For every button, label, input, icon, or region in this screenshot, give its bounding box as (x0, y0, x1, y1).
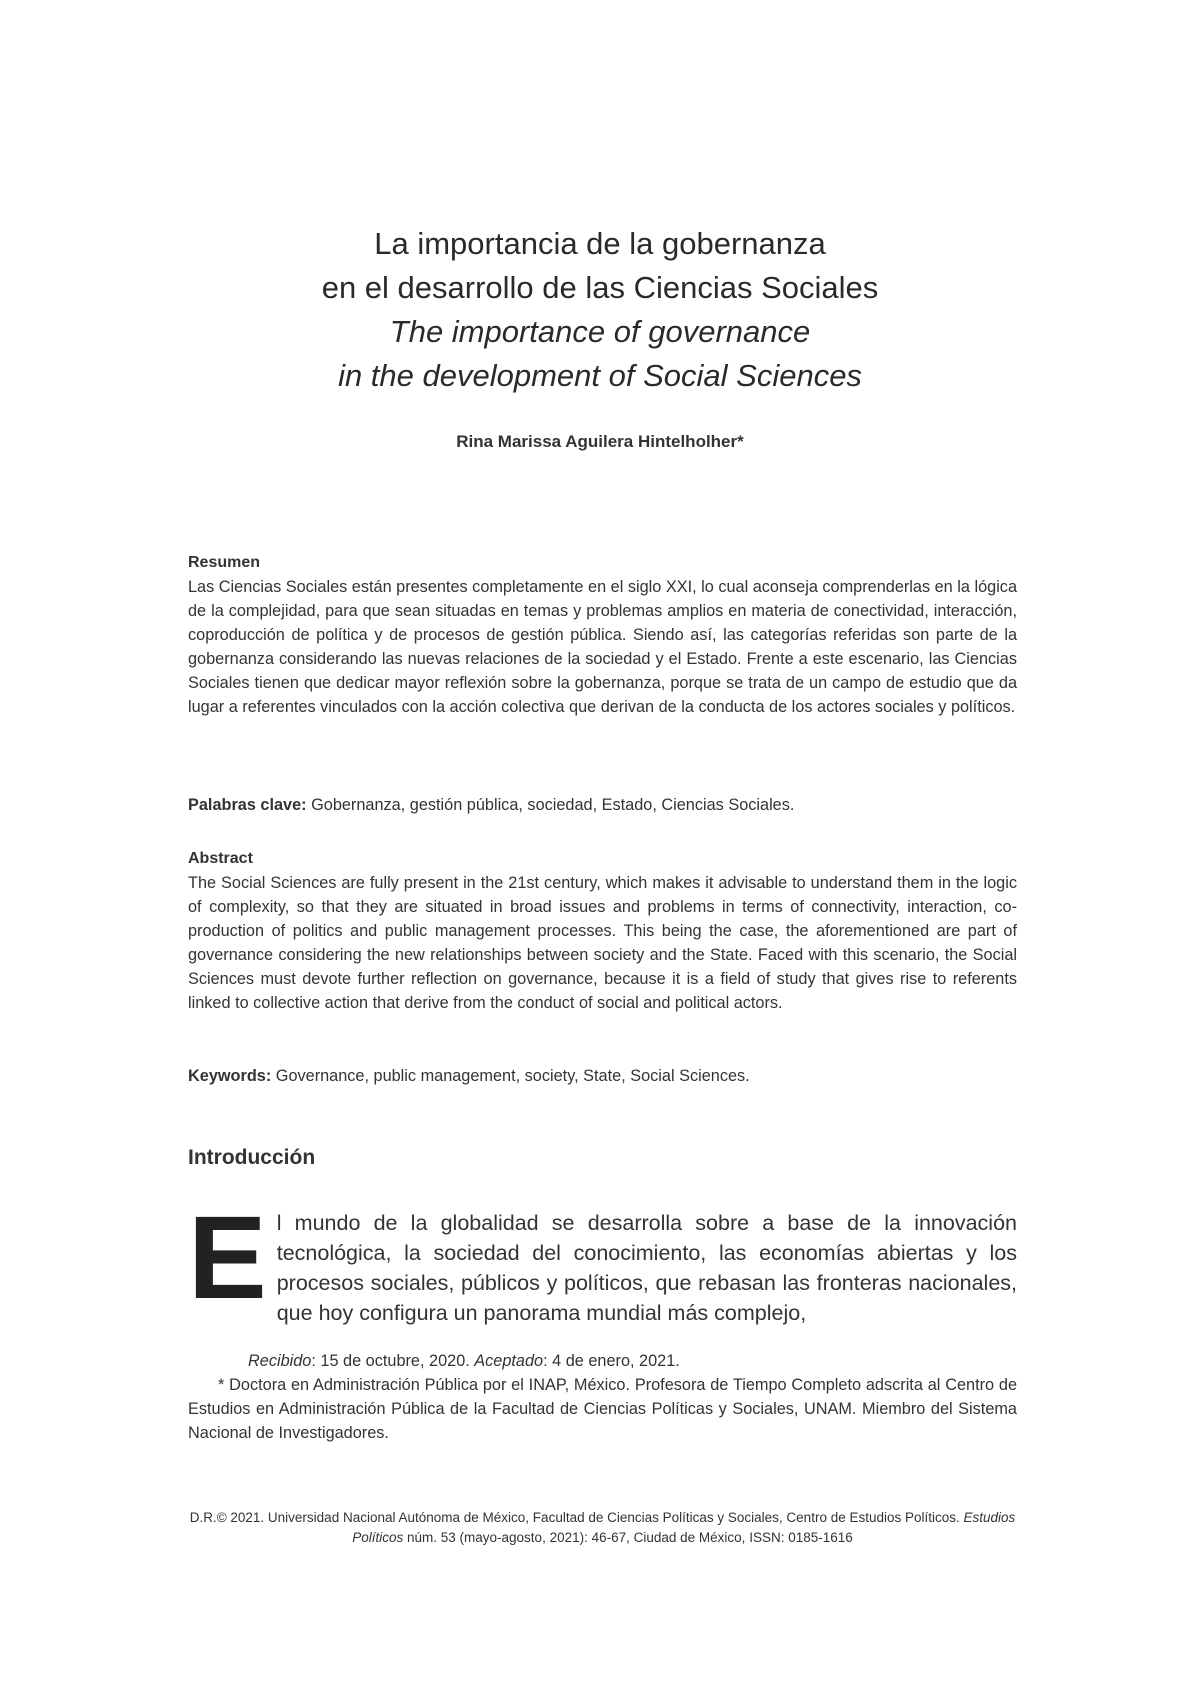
title-english-line-2: in the development of Social Sciences (338, 358, 862, 393)
resumen-section (188, 551, 1017, 719)
recibido-label: Recibido (248, 1352, 312, 1370)
introduccion-body (188, 1192, 1017, 1328)
copyright-part-2: núm. 53 (mayo-agosto, 2021): 46-67, Ciudad de México, ISSN: 0185-1616 (403, 1530, 853, 1545)
palabras-clave-label: Palabras clave: (188, 796, 307, 814)
resumen-text: Las Ciencias Sociales están presentes completamente en el siglo XXI, lo cual aconseja comprenderlas en la lógica de la complejidad, para que sean situadas en temas y problemas amplios en materia de conectividad, interacción, coproducción de política y de procesos de gestión pública. Siendo así, las categorías referidas son parte de la gobernanza considerando las nuevas relaciones de la sociedad y el Estado. Frente a este escenario, las Ciencias Sociales tienen que dedicar mayor reflexión sobre la gobernanza, porque se trata de un campo de estudio que da lugar a referentes vinculados con la acción colectiva que derivan de la conducta de los actores sociales y políticos. (188, 578, 1018, 716)
introduccion-heading: Introducción (188, 1146, 316, 1169)
introduccion-text: l mundo de la globalidad se desarrolla sobre a base de la innovación tecnológica, la sociedad del conocimiento, las economías abiertas y los procesos sociales, públicos y políticos, que rebasan las fronteras nacionales, que hoy configura un panorama mundial más complejo, (276, 1211, 1017, 1325)
abstract-section (188, 847, 1017, 1015)
footnote-dates (188, 1349, 1017, 1373)
copyright-notice (188, 1508, 1017, 1548)
keywords-text: Governance, public management, society, State, Social Sciences. (271, 1067, 750, 1085)
title-spanish-line-2: en el desarrollo de las Ciencias Sociales (321, 270, 879, 305)
keywords-section (188, 1064, 1017, 1088)
palabras-clave-text: Gobernanza, gestión pública, sociedad, Estado, Ciencias Sociales. (306, 796, 795, 814)
recibido-date: : 15 de octubre, 2020. (311, 1352, 475, 1370)
footnote-author-note: * Doctora en Administración Pública por el INAP, México. Profesora de Tiempo Completo adscrita al Centro de Estudios en Administración Pública de la Facultad de Ciencias Políticas y Sociales, UNAM. Miembro del Sistema Nacional de Investigadores. (188, 1376, 1017, 1442)
title-english-line-1: The importance of governance (389, 314, 811, 349)
copyright-part-1: D.R.© 2021. Universidad Nacional Autónoma de México, Facultad de Ciencias Políticas y Sociales, Centro de Estudios Políticos. (189, 1510, 964, 1525)
journal-name: Estudios Políticos (352, 1510, 1016, 1545)
abstract-text: The Social Sciences are fully present in the 21st century, which makes it advisable to understand them in the logic of complexity, so that they are situated in broad issues and problems in terms of connectivity, interaction, co-production of politics and public management processes. This being the case, the aforementioned are part of governance considering the new relationships between society and the State. Faced with this scenario, the Social Sciences must devote further reflection on governance, because it is a field of study that gives rise to referents linked to collective action that derive from the conduct of social and political actors. (188, 874, 1017, 1012)
aceptado-label: Aceptado (474, 1352, 544, 1370)
keywords-label: Keywords: (188, 1067, 272, 1085)
title-spanish-line-1: La importancia de la gobernanza (374, 226, 826, 261)
title-block (0, 222, 1200, 398)
aceptado-date: : 4 de enero, 2021. (543, 1352, 680, 1370)
drop-cap: E (188, 1192, 267, 1324)
abstract-label: Abstract (188, 850, 253, 867)
footnotes (188, 1349, 1017, 1445)
resumen-label: Resumen (188, 554, 261, 571)
palabras-clave-section (188, 793, 1017, 817)
author-name: Rina Marissa Aguilera Hintelholher* (456, 432, 744, 451)
